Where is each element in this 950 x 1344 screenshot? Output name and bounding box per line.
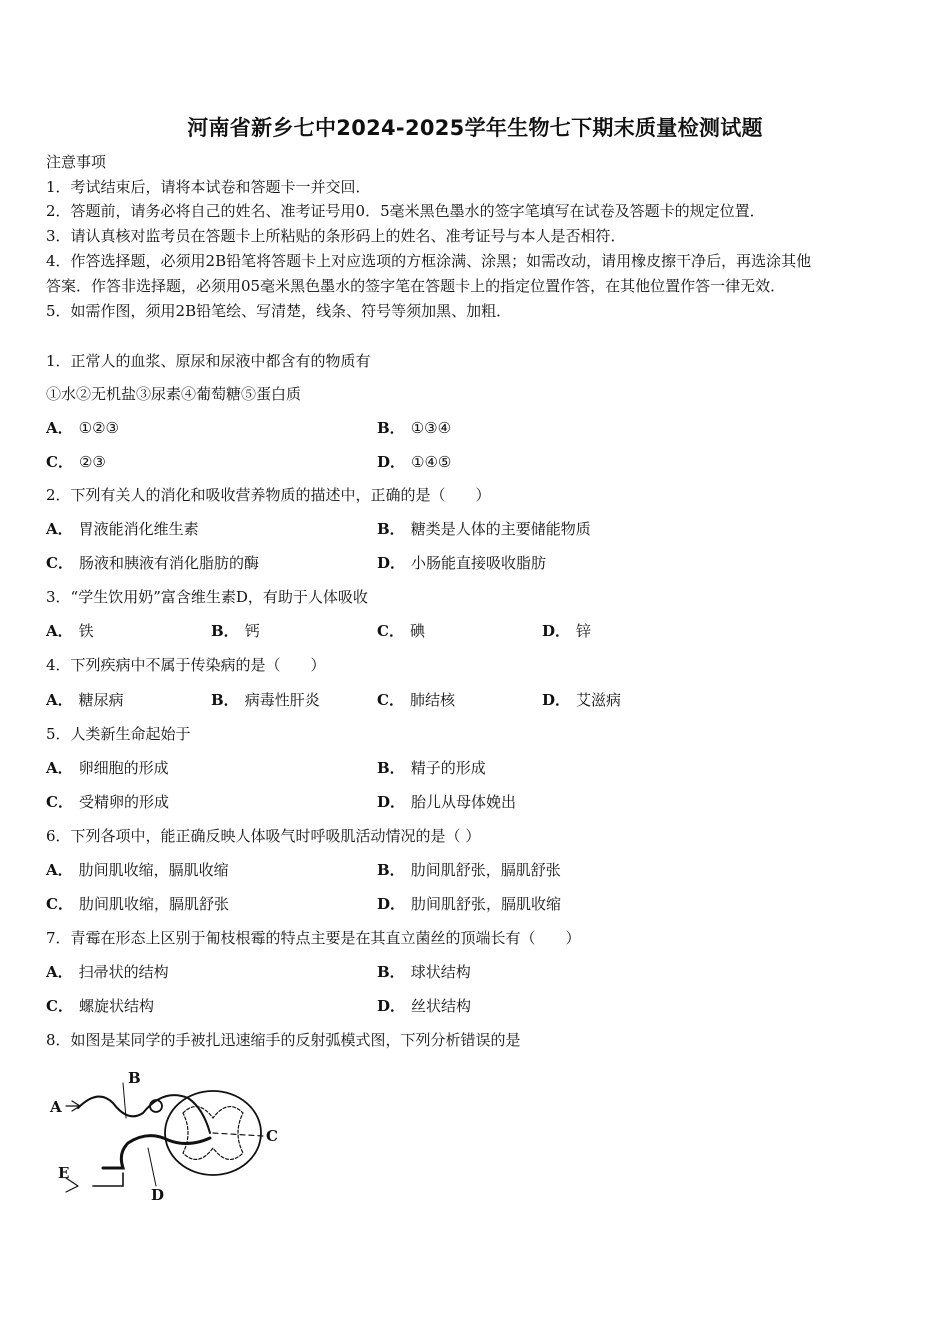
- notice-item: 3．请认真核对监考员在答题卡上所粘贴的条形码上的姓名、准考证号与本人是否相符．: [46, 227, 626, 245]
- option-c: C． 受精卵的形成: [46, 793, 169, 811]
- option-b: B． 糖类是人体的主要储能物质: [377, 520, 591, 538]
- question-stem: 8．如图是某同学的手被扎迅速缩手的反射弧模式图，下列分析错误的是: [46, 1031, 521, 1049]
- option-c: C． ②③: [46, 453, 106, 471]
- question-substatement: ①水②无机盐③尿素④葡萄糖⑤蛋白质: [46, 385, 302, 403]
- reflex-arc-diagram: [48, 1068, 288, 1203]
- option-a: A． 扫帚状的结构: [46, 963, 169, 981]
- option-c: C． 肠液和胰液有消化脂肪的酶: [46, 554, 259, 572]
- notice-item: 2．答题前，请务必将自己的姓名、准考证号用0．5毫米黑色墨水的签字笔填写在试卷及答题卡的规定位置．: [46, 202, 765, 220]
- notice-item: 5．如需作图，须用2B铅笔绘、写清楚，线条、符号等须加黑、加粗．: [46, 302, 512, 320]
- option-d: D． 锌: [542, 622, 592, 640]
- notice-item: 4．作答选择题，必须用2B铅笔将答题卡上对应选项的方框涂满、涂黑；如需改动，请用橡皮擦干净后，再选涂其他: [46, 252, 812, 270]
- option-c: C． 肺结核: [377, 691, 455, 709]
- option-d: D． 丝状结构: [377, 997, 472, 1015]
- label-e: E: [58, 1164, 70, 1182]
- question-stem: 7．青霉在形态上区别于匍枝根霉的特点主要是在其直立菌丝的顶端长有（ ）: [46, 929, 581, 947]
- question-stem: 4．下列疾病中不属于传染病的是（ ）: [46, 656, 326, 674]
- motor-neuron: [103, 1136, 210, 1168]
- notice-item: 答案．作答非选择题，必须用05毫米黑色墨水的签字笔在答题卡上的指定位置作答，在其他位置作答一律无效．: [46, 277, 786, 295]
- option-d: D． ①④⑤: [377, 453, 452, 471]
- question-stem: 5．人类新生命起始于: [46, 725, 191, 743]
- label-d: D: [151, 1186, 165, 1203]
- question-stem: 3．“学生饮用奶”富含维生素D，有助于人体吸收: [46, 588, 368, 606]
- notice-heading: 注意事项: [46, 153, 107, 171]
- option-b: B． 球状结构: [377, 963, 471, 981]
- option-c: C． 肋间肌收缩，膈肌舒张: [46, 895, 229, 913]
- option-a: A． ①②③: [46, 419, 119, 437]
- question-stem: 2．下列有关人的消化和吸收营养物质的描述中，正确的是（ ）: [46, 486, 491, 504]
- label-c: C: [266, 1127, 278, 1145]
- option-a: A． 卵细胞的形成: [46, 759, 169, 777]
- option-d: D． 胎儿从母体娩出: [377, 793, 517, 811]
- option-d: D． 肋间肌舒张，膈肌收缩: [377, 895, 562, 913]
- label-a: A: [50, 1098, 62, 1116]
- page-title: 河南省新乡七中2024-2025学年生物七下期末质量检测试题: [187, 116, 763, 140]
- label-d-leader: [148, 1148, 156, 1186]
- option-c: C． 螺旋状结构: [46, 997, 154, 1015]
- option-d: D． 艾滋病: [542, 691, 622, 709]
- sensory-neuron: [78, 1095, 210, 1133]
- option-d: D． 小肠能直接吸收脂肪: [377, 554, 547, 572]
- option-b: B． ①③④: [377, 419, 452, 437]
- option-b: B． 钙: [211, 622, 260, 640]
- option-a: A． 糖尿病: [46, 691, 124, 709]
- option-b: B． 病毒性肝炎: [211, 691, 320, 709]
- receptor-arrow: [66, 1101, 80, 1111]
- option-c: C． 碘: [377, 622, 425, 640]
- option-b: B． 肋间肌舒张，膈肌舒张: [377, 861, 561, 879]
- option-a: A． 胃液能消化维生素: [46, 520, 199, 538]
- option-b: B． 精子的形成: [377, 759, 486, 777]
- label-b: B: [128, 1069, 141, 1087]
- effector-lines: [93, 1173, 123, 1186]
- option-a: A． 肋间肌收缩，膈肌收缩: [46, 861, 229, 879]
- question-stem: 6．下列各项中，能正确反映人体吸气时呼吸肌活动情况的是（ ）: [46, 827, 481, 845]
- option-a: A． 铁: [46, 622, 94, 640]
- question-stem: 1．正常人的血浆、原尿和尿液中都含有的物质有: [46, 352, 371, 370]
- notice-item: 1．考试结束后，请将本试卷和答题卡一并交回．: [46, 178, 371, 196]
